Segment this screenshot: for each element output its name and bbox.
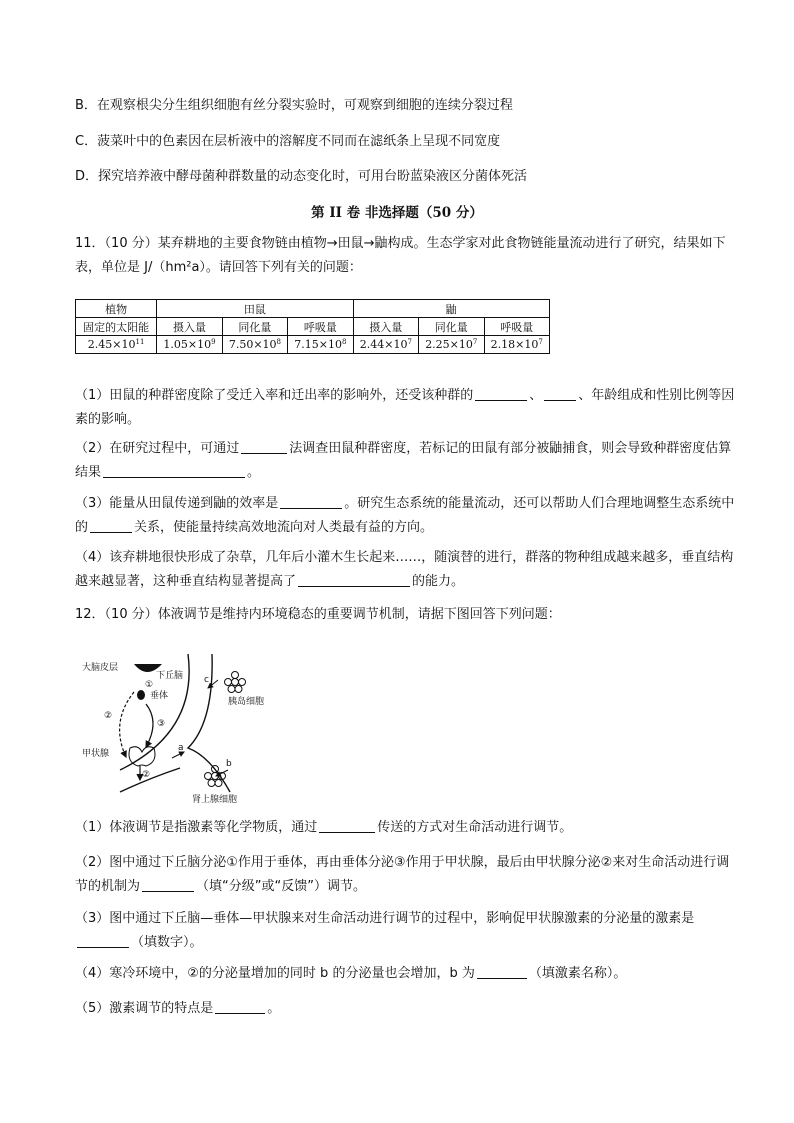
answer-blank[interactable] (477, 964, 527, 979)
table-subhead: 固定的太阳能 (76, 318, 157, 336)
answer-blank[interactable] (90, 518, 132, 533)
answer-blank[interactable] (142, 877, 194, 892)
q11-part3: （3）能量从田鼠传递到鼬的效率是 。研究生态系统的能量流动，还可以帮助人们合理地调整生态系统中的 关系，使能量持续高效地流向对人类最有益的方向。 (75, 496, 735, 535)
label-b: b (226, 759, 232, 769)
table-subhead: 摄入量 (353, 318, 418, 336)
table-cell: $2.44\times 10^7$ (353, 336, 418, 354)
table-subhead: 呼吸量 (288, 318, 353, 336)
vessel-wall-outer (188, 654, 230, 792)
table-head-weasel: 鼬 (353, 300, 549, 318)
section-title: 第 II 卷 非选择题（50 分） (311, 205, 483, 221)
q11-part1: （1）田鼠的种群密度除了受迁入率和迁出率的影响外，还受该种群的 、 、年龄组成和性别比例等因素的影响。 (75, 388, 735, 427)
label-islet-cells: 胰岛细胞 (228, 697, 265, 707)
table-subhead: 同化量 (419, 318, 484, 336)
islet-cells (225, 672, 246, 693)
answer-blank[interactable] (280, 494, 342, 509)
q12-part3: （3）图中通过下丘脑—垂体—甲状腺来对生命活动进行调节的过程中，影响促甲状腺激素的分泌量的激素是（填数字）。 (75, 911, 695, 950)
table-subhead: 同化量 (222, 318, 287, 336)
q12-part2: （2）图中通过下丘脑分泌①作用于垂体，再由垂体分泌③作用于甲状腺，最后由甲状腺分泌②来对生命活动进行调节的机制为 （填“分级”或“反馈”）调节。 (75, 855, 730, 894)
table-cell: $2.45\times 10^{11}$ (76, 336, 157, 354)
table-head-vole: 田鼠 (157, 300, 353, 318)
label-c: c (204, 675, 209, 685)
option-d: D．探究培养液中酵母菌种群数量的动态变化时，可用台盼蓝染液区分菌体死活 (75, 169, 528, 184)
label-a: a (178, 743, 184, 753)
label-num-1: ① (145, 680, 154, 690)
label-adrenal-cells: 肾上腺细胞 (192, 795, 238, 805)
q12-intro: 12．（10 分）体液调节是维持内环境稳态的重要调节机制，请据下图回答下列问题： (75, 607, 561, 622)
label-hypothalamus: 下丘脑 (156, 671, 184, 681)
q12-part4: （4）寒冷环境中，②的分泌量增加的同时 b 的分泌量也会增加，b 为 （填激素名称）。 (75, 966, 627, 981)
energy-table (75, 299, 550, 354)
q11-intro: 11．（10 分）某弃耕地的主要食物链由植物→田鼠→鼬构成。生态学家对此食物链能量流动进行了研究，结果如下表，单位是 J/（hm²a）。请回答下列有关的问题： (75, 236, 726, 275)
option-c: C．菠菜叶中的色素因在层析液中的溶解度不同而在滤纸条上呈现不同宽度 (75, 134, 501, 149)
answer-blank[interactable] (215, 999, 265, 1014)
q12-part5: （5）激素调节的特点是 。 (75, 1001, 281, 1016)
answer-blank[interactable] (103, 463, 245, 478)
table-cell: $7.50\times 10^8$ (222, 336, 287, 354)
q11-part4: （4）该弃耕地很快形成了杂草，几年后小灌木生长起来……，随演替的进行，群落的物种组成越来越多，垂直结构越来越显著，这种垂直结构显著提高了 的能力。 (75, 550, 734, 589)
table-cell: $2.18\times 10^7$ (484, 336, 549, 354)
answer-blank[interactable] (544, 386, 576, 401)
label-num-2: ② (104, 711, 113, 721)
label-num-2b: ② (142, 770, 151, 780)
label-pituitary: 垂体 (150, 691, 169, 701)
label-num-3: ③ (157, 719, 166, 729)
table-cell: $1.05\times 10^9$ (157, 336, 222, 354)
table-head-plant: 植物 (76, 300, 157, 318)
table-subhead: 呼吸量 (484, 318, 549, 336)
option-b: B．在观察根尖分生组织细胞有丝分裂实验时，可观察到细胞的连续分裂过程 (75, 98, 513, 113)
q12-part1: （1）体液调节是指激素等化学物质，通过 传送的方式对生命活动进行调节。 (75, 820, 573, 835)
label-cerebral-cortex: 大脑皮层 (82, 663, 119, 673)
arrow-c (208, 680, 218, 688)
answer-blank[interactable] (298, 572, 410, 587)
tsh-arrow (146, 704, 153, 747)
label-thyroid: 甲状腺 (82, 749, 110, 759)
table-subhead: 摄入量 (157, 318, 222, 336)
answer-blank[interactable] (77, 933, 129, 948)
q11-part2: （2）在研究过程中，可通过 法调查田鼠种群密度，若标记的田鼠有部分被鼬捕食，则会导致种群密度估算结果 。 (75, 441, 732, 480)
table-cell: $7.15\times 10^8$ (288, 336, 353, 354)
pituitary-shape (137, 690, 145, 700)
answer-blank[interactable] (241, 439, 287, 454)
endocrine-diagram (80, 652, 300, 807)
answer-blank[interactable] (319, 818, 375, 833)
table-cell: $2.25\times 10^7$ (419, 336, 484, 354)
answer-blank[interactable] (475, 386, 527, 401)
